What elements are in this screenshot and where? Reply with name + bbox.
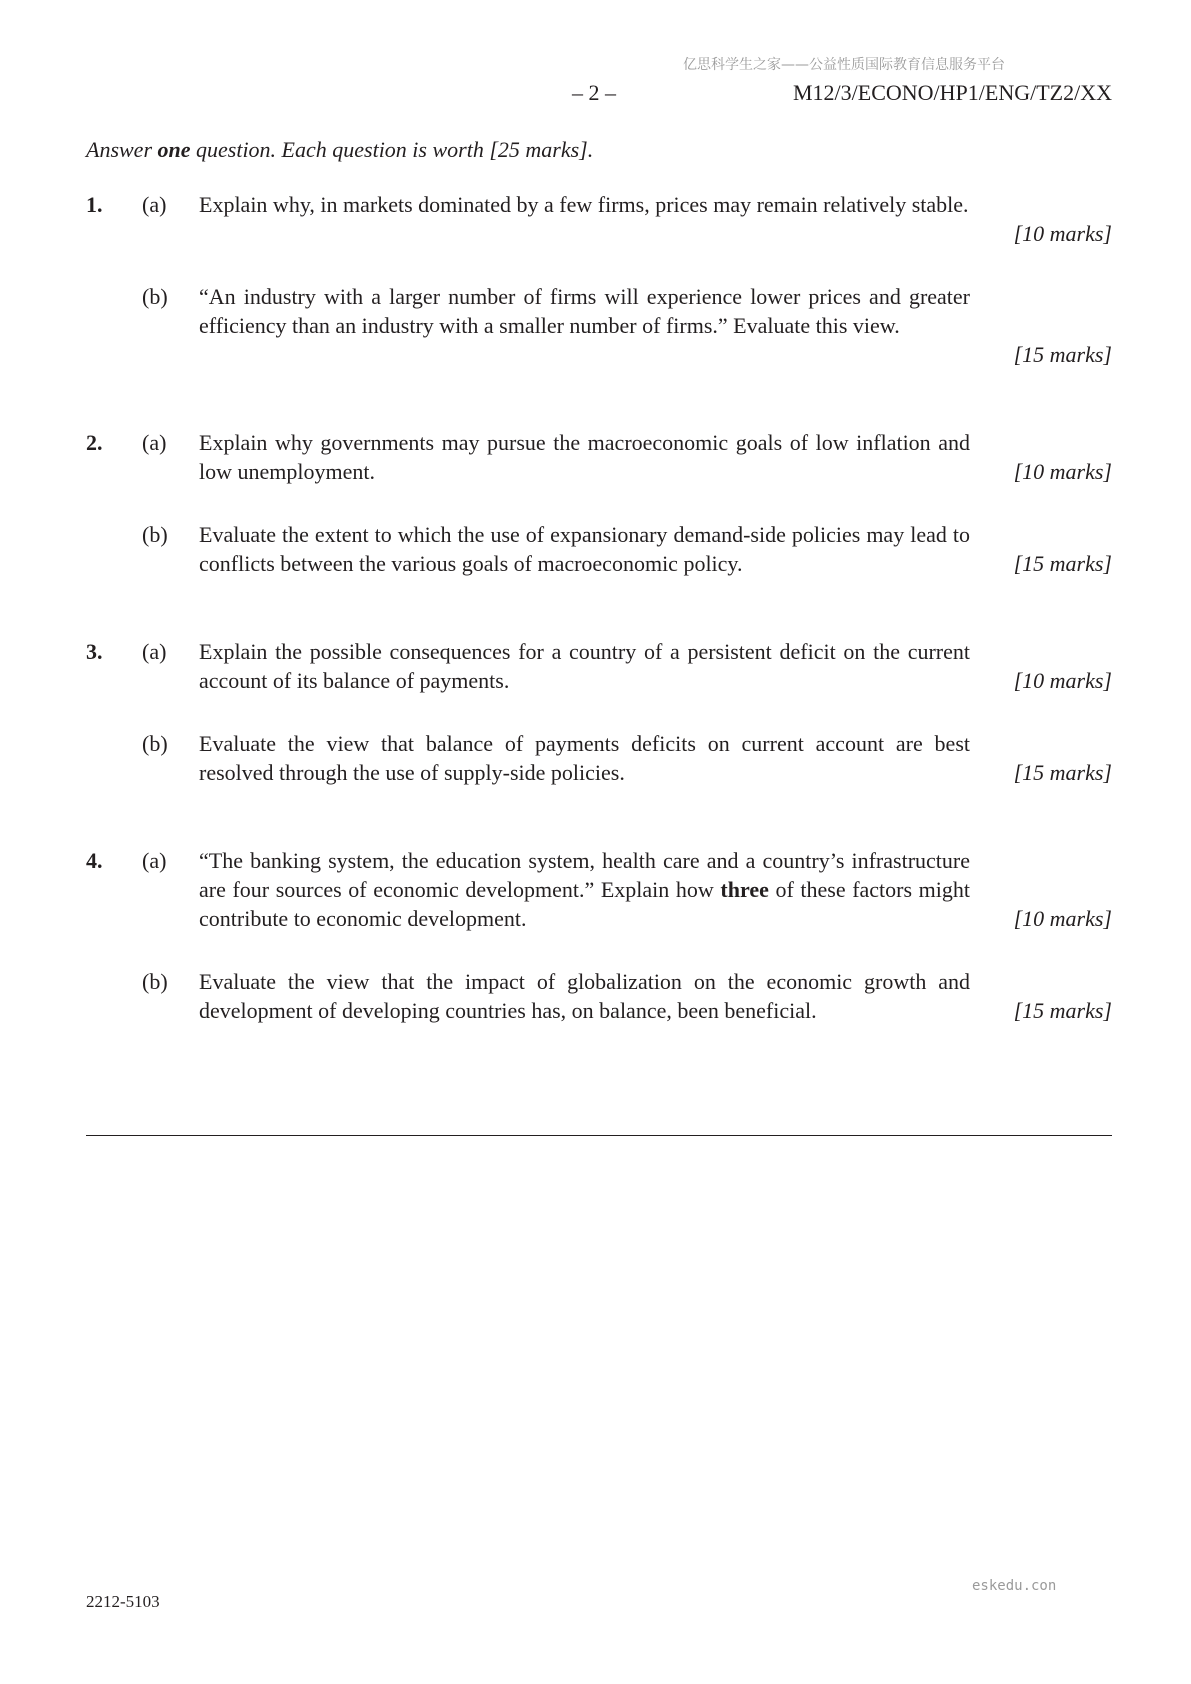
part-marks: [15 marks] xyxy=(1013,342,1112,367)
part-text: “An industry with a larger number of firms will experience lower prices and greater efficiency than an industry with a smaller number of firms.” Evaluate this view. xyxy=(199,284,970,338)
instruction xyxy=(86,137,593,163)
part-text: Explain why, in markets dominated by a few firms, prices may remain relatively stable. xyxy=(199,192,969,217)
question-number: 3. xyxy=(86,639,103,664)
footer-watermark: eskedu.con xyxy=(972,1578,1057,1594)
part-marks: [15 marks] xyxy=(1013,998,1112,1023)
part-letter: (b) xyxy=(142,731,168,756)
part-marks: [10 marks] xyxy=(1013,459,1112,484)
part-text: Explain the possible consequences for a country of a persistent deficit on the current account of its balance of payments. xyxy=(199,639,970,693)
part-marks: [15 marks] xyxy=(1013,551,1112,576)
part-text: Evaluate the view that balance of payments deficits on current account are best resolved through the use of supply-side policies. xyxy=(199,731,970,785)
part-marks: [10 marks] xyxy=(1013,668,1112,693)
part-marks: [15 marks] xyxy=(1013,760,1112,785)
header-watermark: 亿思科学生之家——公益性质国际教育信息服务平台 xyxy=(683,57,1005,73)
end-divider xyxy=(86,1135,1112,1136)
page-number: – 2 – xyxy=(572,80,616,105)
paper-code: M12/3/ECONO/HP1/ENG/TZ2/XX xyxy=(793,80,1112,105)
part-letter: (b) xyxy=(142,284,168,309)
part-text: Explain why governments may pursue the macroeconomic goals of low inflation and low unemployment. xyxy=(199,430,970,484)
part-marks: [10 marks] xyxy=(1013,906,1112,931)
instruction-after: question. Each question is worth [25 marks]. xyxy=(190,137,594,162)
part-text-after: of these factors might contribute to economic development. xyxy=(199,877,970,931)
part-marks: [10 marks] xyxy=(1013,221,1112,246)
part-letter: (b) xyxy=(142,522,168,547)
instruction-before: Answer xyxy=(86,137,158,162)
part-text xyxy=(199,846,970,933)
part-text: Evaluate the view that the impact of globalization on the economic growth and development of developing countries has, on balance, been beneficial. xyxy=(199,969,970,1023)
question-number: 1. xyxy=(86,192,103,217)
instruction-emphasis: one xyxy=(157,137,191,162)
part-letter: (a) xyxy=(142,639,167,664)
part-text-before: “The banking system, the education system, health care and a country’s infrastructure are four sources of economic development.” Explain how xyxy=(199,848,970,902)
part-text-emphasis: three xyxy=(720,877,769,902)
question-number: 4. xyxy=(86,848,103,873)
part-letter: (a) xyxy=(142,848,167,873)
question-number: 2. xyxy=(86,430,103,455)
footer-code: 2212-5103 xyxy=(86,1592,160,1611)
part-letter: (b) xyxy=(142,969,168,994)
part-text: Evaluate the extent to which the use of expansionary demand-side policies may lead to conflicts between the various goals of macroeconomic policy. xyxy=(199,522,970,576)
part-letter: (a) xyxy=(142,192,167,217)
part-letter: (a) xyxy=(142,430,167,455)
